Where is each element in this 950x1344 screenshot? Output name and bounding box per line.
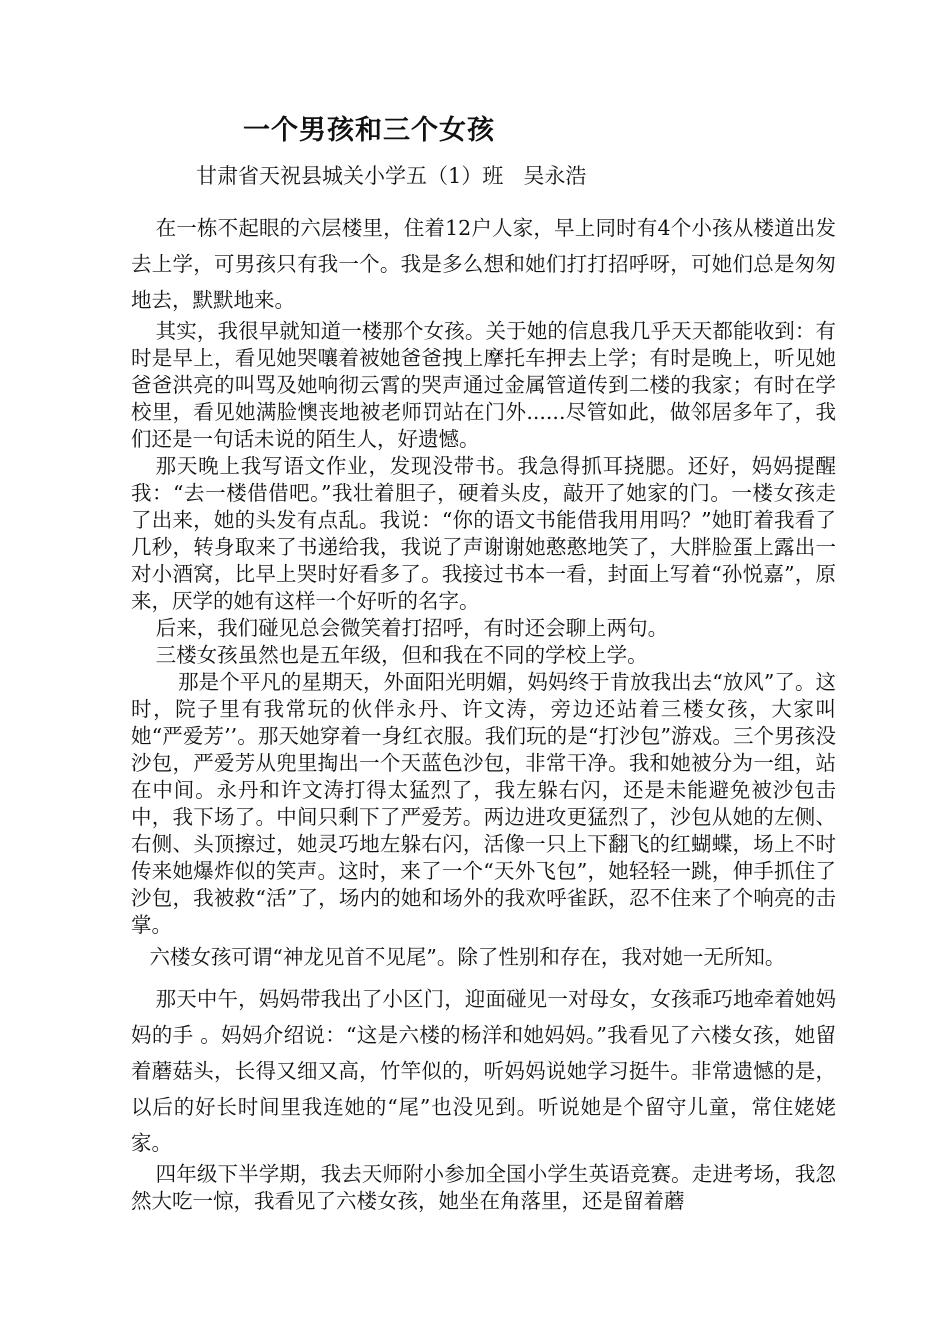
paragraph-7: 六楼女孩可谓“神龙见首不见尾”。除了性别和存在，我对她一无所知。	[149, 945, 786, 969]
paragraph-6: 那是个平凡的星期天，外面阳光明媚，妈妈终于肯放我出去“放风”了。这时，院子里有我常玩的伙伴永丹、许文涛，旁边还站着三楼女孩，大家叫她“严爱芳’’。那天她穿着一身红衣服。我们玩的是“打沙包”游戏。三个男孩没沙包，严爱芳从兜里掏出一个天蓝色沙包，非常干净。我和她被分为一组，站在中间。永丹和许文涛打得太猛烈了，我左躲右闪，还是未能避免被沙包击中，我下场了。中间只剩下了严爱芳。两边进攻更猛烈了，沙包从她的左侧、右侧、头顶擦过，她灵巧地左躲右闪，活像一只上下翻飞的红蝴蝶，场上不时传来她爆炸似的笑声。这时，来了一个“天外飞包”，她轻轻一跳，伸手抓住了沙包，我被救“活”了，场内的她和场外的我欢呼雀跃，忍不住来了个响亮的击掌。	[131, 670, 836, 937]
paragraph-2: 其实，我很早就知道一楼那个女孩。关于她的信息我几乎天天都能收到：有时是早上，看见她哭嚷着被她爸爸拽上摩托车押去上学；有时是晚上，听见她爸爸洪亮的叫骂及她响彻云霄的哭声通过金属管道传到二楼的我家；有时在学校里，看见她满脸懊丧地被老师罚站在门外......尽管如此，做邻居多年了，我们还是一句话未说的陌生人，好遗憾。	[131, 319, 836, 451]
author-byline: 甘肃省天祝县城关小学五（1）班 吴永浩	[196, 164, 587, 188]
paragraph-1: 在一栋不起眼的六层楼里，住着12户人家，早上同时有4个小孩从楼道出发去上学，可男孩只有我一个。我是多么想和她们打打招呼呀，可她们总是匆匆地去，默默地来。	[131, 216, 836, 312]
paragraph-8: 那天中午，妈妈带我出了小区门，迎面碰见一对母女，女孩乖巧地牵着她妈妈的手 。妈妈介绍说：“这是六楼的杨洋和她妈妈。”我看见了六楼女孩，她留着蘑菇头，长得又细又高，竹竿似的，听妈妈说她学习挺牛。非常遗憾的是，以后的好长时间里我连她的“尾”也没见到。听说她是个留守儿童，常住姥姥家。	[131, 987, 836, 1155]
article-body	[131, 210, 836, 1215]
paragraph-4: 后来，我们碰见总会微笑着打招呼，有时还会聊上两句。	[155, 616, 669, 640]
paragraph-3: 那天晚上我写语文作业，发现没带书。我急得抓耳挠腮。还好，妈妈提醒我：“去一楼借借吧。”我壮着胆子，硬着头皮，敲开了她家的门。一楼女孩走了出来，她的头发有点乱。我说：“你的语文书能借我用用吗？”她盯着我看了几秒，转身取来了书递给我，我说了声谢谢她憨憨地笑了，大胖脸蛋上露出一对小酒窝，比早上哭时好看多了。我接过书本一看，封面上写着“孙悦嘉”，原来，厌学的她有这样一个好听的名字。	[131, 454, 836, 613]
paragraph-9: 四年级下半学期，我去天师附小参加全国小学生英语竞赛。走进考场，我忽然大吃一惊，我看见了六楼女孩，她坐在角落里，还是留着蘑	[131, 1162, 836, 1213]
paragraph-5: 三楼女孩虽然也是五年级，但和我在不同的学校上学。	[155, 643, 648, 667]
document-title: 一个男孩和三个女孩	[243, 115, 495, 146]
